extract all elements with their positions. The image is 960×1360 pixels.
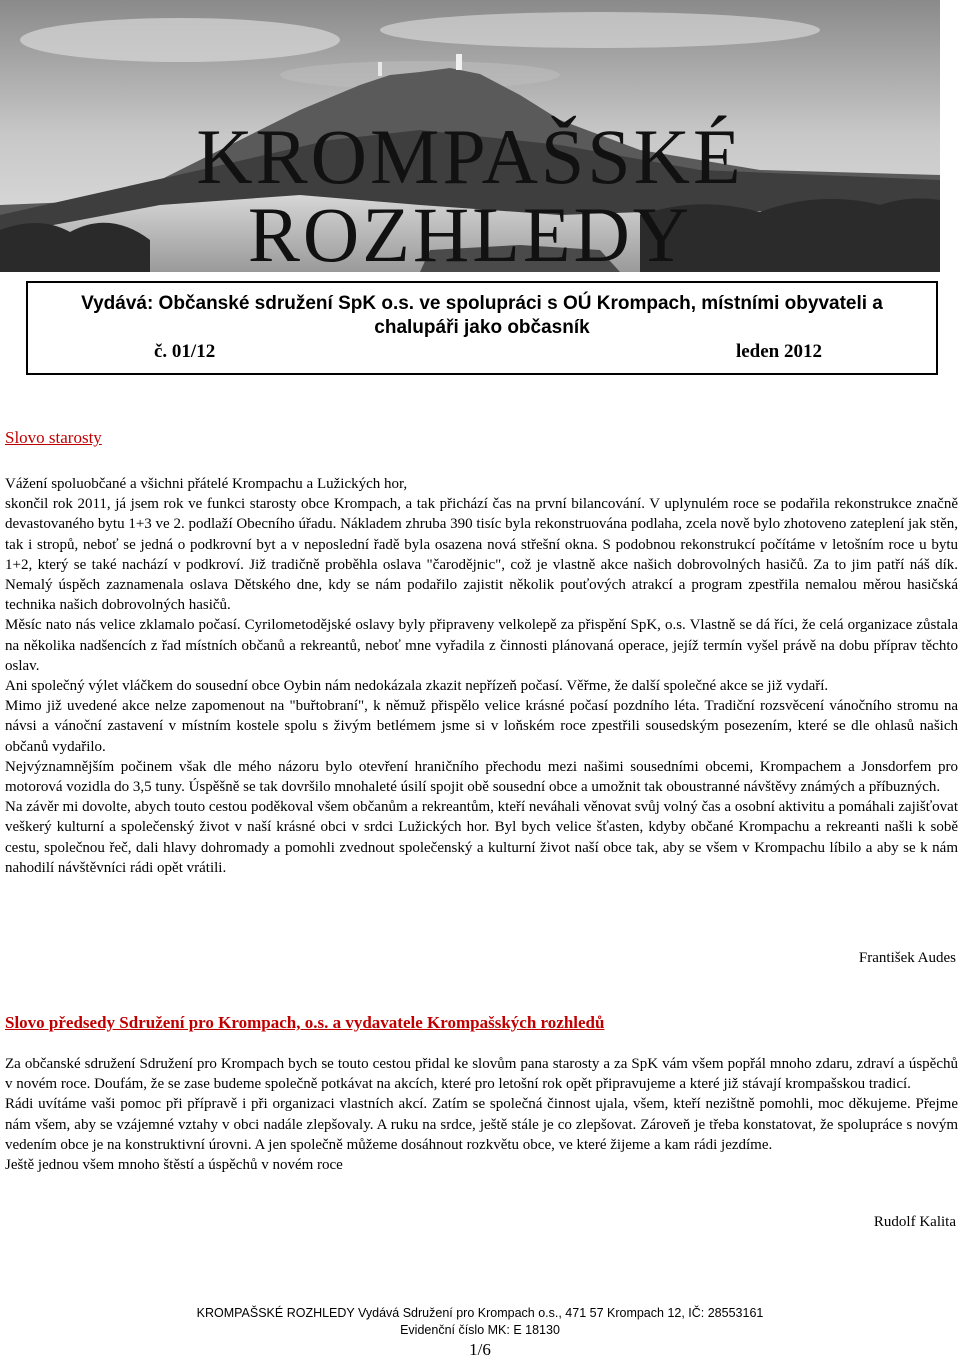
section-heading-mayor: Slovo starosty — [5, 428, 102, 447]
section-heading-chairman: Slovo předsedy Sdružení pro Krompach, o.s. a vydavatele Krompašských rozhledů — [5, 1013, 605, 1032]
publisher-line-2: chalupáři jako občasník — [374, 317, 590, 338]
paragraph: Vážení spoluobčané a všichni přátelé Krompachu a Lužických hor, — [5, 476, 408, 492]
section-body-chairman — [5, 1054, 958, 1175]
header-banner-photo — [0, 0, 940, 272]
publisher-box — [26, 281, 938, 375]
paragraph: Na závěr mi dovolte, abych touto cestou poděkoval všem občanům a rekreantům, kteří neváhali věnovat svůj volný čas a osobní aktivitu a pomáhali zajišťovat veškerý kulturní a společenský život v naší krásné obci v srdci Lužických hor. Byl bych velice šťasten, kdyby občané Krompachu a rekreanti našli k sobě cestu, společnou řeč, dali hlavy dohromady a pomohli zvednout společenský a kulturní život naší obce tak, aby se všem v Krompachu líbilo a aby se k nám nahodilí návštěvníci rádi opět vrátili. — [5, 799, 958, 876]
paragraph: skončil rok 2011, já jsem rok ve funkci starosty obce Krompach, a tak přichází čas na první bilancování. V uplynulém roce se podařila rekonstrukce značně devastovaného bytu 1+3 ve 2. podlaží Obecního úřadu. Nákladem zhruba 390 tisíc byla rekonstruována podlaha, zcela nově bylo zhotoveno zateplení jak stěn, tak i stropů, neboť se jedná o podkrovní byt a v neposlední řadě byla osazena nová střešní okna. S podobnou rekonstrukcí počítáme v letošním roce u bytu 1+2, který se také nachází v podkroví. Již tradičně proběhla oslava "čarodějnic", což je vlastně akce našich dobrovolných hasičů. Za to jim patří náš dík. Nemalý úspěch zaznamenala oslava Dětského dne, kdy se nám podařilo zajistit několik pouťových atrakcí a program zpestřila nemalou měrou hasičská technika našich dobrovolných hasičů. — [5, 496, 958, 614]
paragraph: Nejvýznamnějším počinem však dle mého názoru bylo otevření hraničního přechodu mezi našimi sousedními obcemi, Krompachem a Jonsdorfem pro motorová vozidla do 3,5 tuny. Úspěšně se tak dovršilo mnohaleté úsilí spojit obě sousední obce a umožnit tak oboustranné návštěvy známých a příbuzných. — [5, 758, 958, 796]
footer-publisher: KROMPAŠSKÉ ROZHLEDY Vydává Sdružení pro Krompach o.s., 471 57 Krompach 12, IČ: 28553161 — [196, 1306, 764, 1320]
paragraph: Za občanské sdružení Sdružení pro Krompach bych se touto cestou přidal ke slovům pana starosty a za SpK vám všem popřál mnoho zdaru, zdraví a úspěchů v novém roce. Doufám, že se zase budeme společně potkávat na akcích, které pro letošní rok opět připravujeme a které již stávají krompašskou tradicí. — [5, 1056, 958, 1093]
footer-registration: Evidenční číslo MK: E 18130 — [400, 1323, 560, 1337]
issue-number: č. 01/12 — [154, 341, 216, 362]
issue-date: leden 2012 — [735, 341, 822, 362]
signature-chairman: Rudolf Kalita — [873, 1214, 956, 1230]
paragraph: Rádi uvítáme vaši pomoc při přípravě i při organizaci vlastních akcí. Zatím se společná činnost ujala, všem, kteří nezištně pomohli, moc děkujeme. Přejme nám všem, aby se vzájemné vztahy v obci nadále zlepšovaly. A ruku na srdce, ještě stále je co zlepšovat. Zároveň je třeba konstatovat, že spolupráce s novým vedením obce je na konstruktivní úrovni. A jen společně můžeme dosáhnout rozkvětu obce, ve které žijeme a kam rádi jezdíme. — [5, 1096, 958, 1153]
signature-mayor: František Audes — [858, 950, 956, 966]
paragraph: Ani společný výlet vláčkem do sousední obce Oybin nám nedokázala zkazit nepřízeň počasí. Věřme, že další společné akce se již vydaří. — [5, 678, 829, 695]
masthead-title: KROMPAŠSKÉ ROZHLEDY — [196, 113, 744, 272]
section-body-mayor — [5, 474, 958, 878]
publisher-line-1: Vydává: Občanské sdružení SpK o.s. ve spolupráci s OÚ Krompach, místními obyvateli a — [81, 293, 883, 314]
paragraph: Ještě jednou všem mnoho štěstí a úspěchů v novém roce — [5, 1157, 343, 1174]
paragraph: Měsíc nato nás velice zklamalo počasí. Cyrilometodějské oslavy byly připraveny velkolepě za přispění SpK, o.s. Vlastně se dá říci, že celá organizace zůstala na několika nadšencích z řad místních občanů a rekreantů, neboť mne vyřadila z činnosti plánovaná operace, jejíž termín vyšel právě na dobu příprav těchto oslav. — [5, 617, 958, 674]
page-number: 1/6 — [469, 1340, 491, 1359]
paragraph: Mimo již uvedené akce nelze zapomenout na "buřtobraní", k němuž přispělo velice krásné počasí pozdního léta. Tradiční rozsvěcení vánočního stromu na návsi a vánoční zastavení v místním kostele spolu s živým betlémem jsme si v loňském roce zpestřili sousedským posezením, které se dle ohlasů našich občanů vydařilo. — [5, 698, 958, 755]
